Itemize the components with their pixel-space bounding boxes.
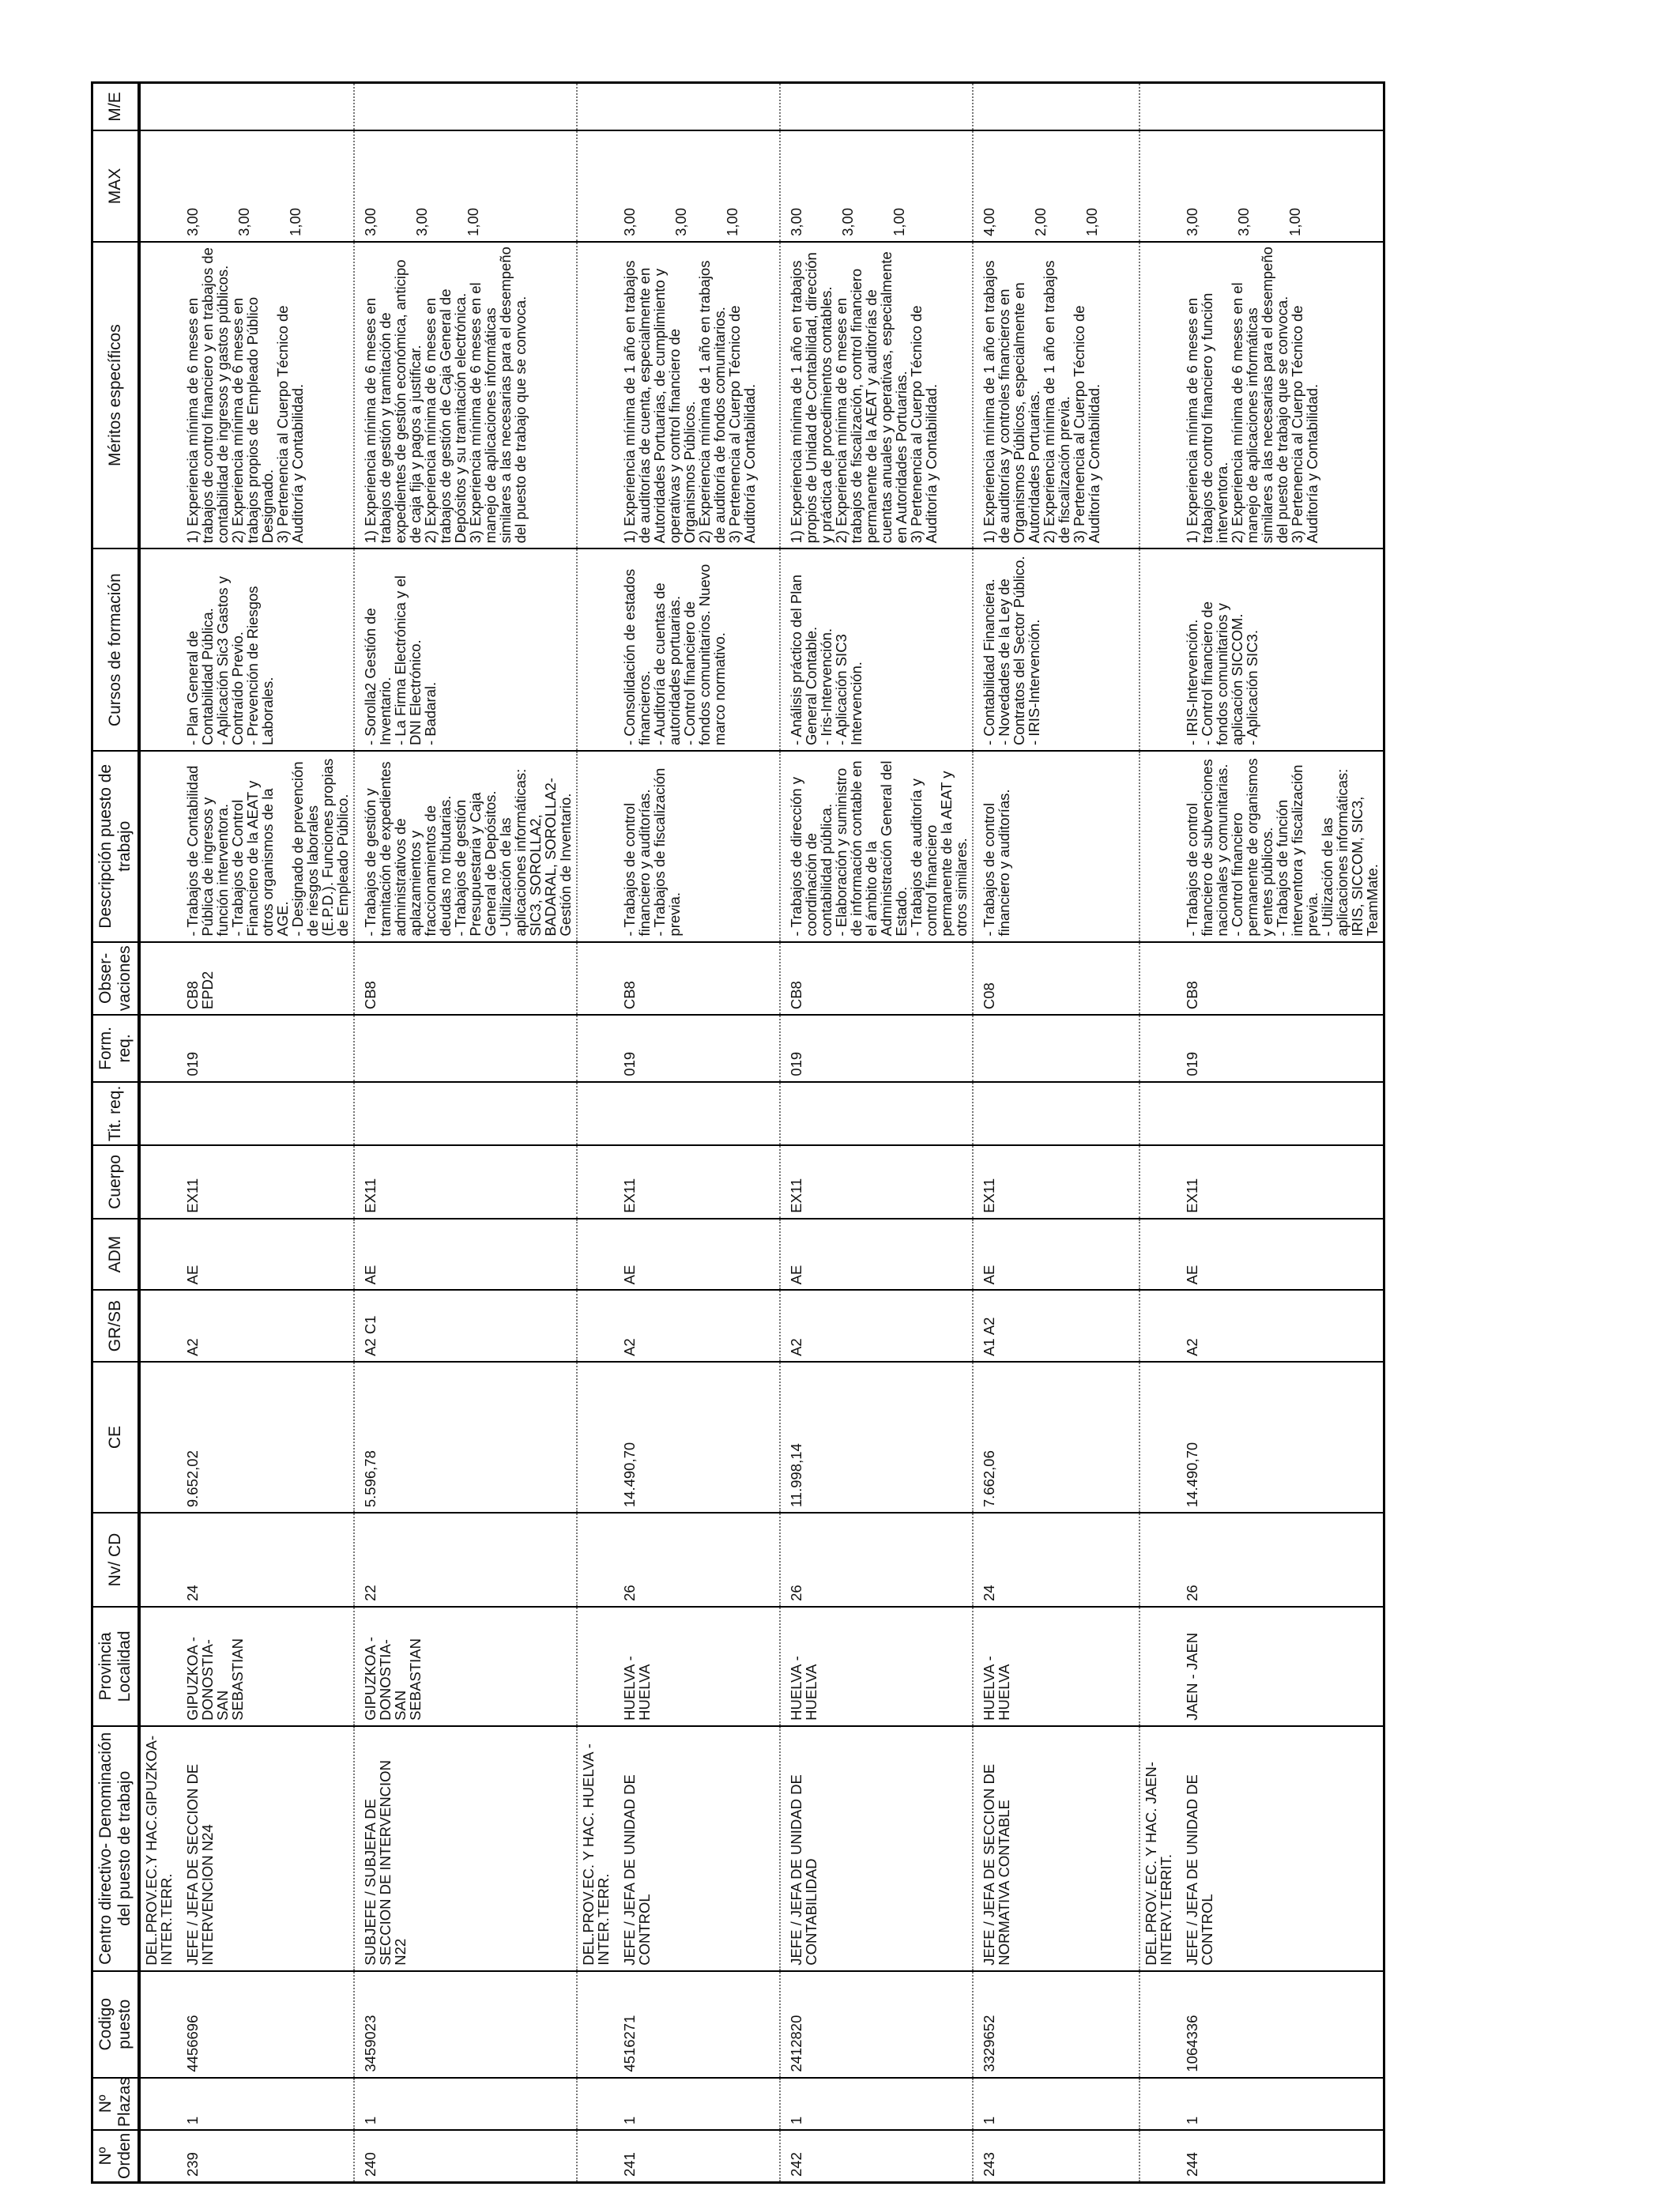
empty-cell: [577, 1362, 614, 1513]
max-value: 3,00: [672, 207, 689, 236]
max-value: 3,00: [788, 207, 804, 236]
cursos-line: - Aplicación SIC3 Intervención.: [833, 634, 864, 746]
cell-adm: AE: [354, 1219, 577, 1291]
cell-orden: 242: [780, 2130, 973, 2182]
empty-cell: [1139, 1971, 1177, 2078]
directive-row: [139, 83, 177, 2183]
cursos-line: - Badaral.: [422, 681, 439, 746]
meritos-line: 3) Pertenencia al Cuerpo Técnico de Auditoría y Contabilidad.: [908, 305, 940, 544]
header-form: Form. req.: [92, 1015, 140, 1082]
centro-directivo: DEL.PROV.EC. Y HAC. HUELVA - INTER.TERR.: [577, 1726, 614, 1971]
cell-me: [780, 83, 973, 131]
cell-obs: CB8: [780, 942, 973, 1016]
meritos-line: 3) Pertenencia al Cuerpo Técnico de Auditoría y Contabilidad.: [1071, 305, 1102, 544]
empty-cell: [139, 1015, 177, 1082]
cell-descripcion: [973, 751, 1139, 942]
cell-ce: 7.662,06: [973, 1362, 1139, 1513]
cell-provincia: HUELVA - HUELVA: [973, 1607, 1139, 1726]
meritos-line: 1) Experiencia mínima de 1 año en trabajos de auditorías y controles financieros en Organismos Públicos, especialmente en Autoridades Portuarias.: [981, 260, 1042, 544]
cursos-line: - Aplicación SIC3.: [1244, 630, 1260, 746]
max-value: 3,00: [362, 207, 379, 236]
cell-cursos: [973, 548, 1139, 751]
cell-form: 019: [1177, 1015, 1384, 1082]
cell-puesto: SUBJEFE / SUBJEFA DE SECCION DE INTERVENCION N22: [354, 1726, 577, 1971]
empty-cell: [139, 2130, 177, 2182]
max-value: 1,00: [287, 207, 303, 236]
meritos-line: 1) Experiencia mínima de 1 año en trabajos propios de Unidad de Contabilidad, dirección y práctica de procedimientos contables.: [788, 252, 834, 544]
empty-cell: [1139, 751, 1177, 942]
cell-codigo: 3329652: [973, 1971, 1139, 2078]
cell-puesto: JEFE / JEFA DE SECCION DE INTERVENCION N24: [177, 1726, 354, 1971]
header-centro: Centro directivo- Denominación del puesto de trabajo: [92, 1726, 140, 1971]
meritos-line: 2) Experiencia mínima de 6 meses en trabajos de fiscalización, control financiero permanente de la AEAT y auditorías de cuentas anuales y operativas, especialmente en Autoridades Portuarias.: [833, 251, 910, 544]
table-row: [177, 83, 354, 2183]
cell-provincia: JAEN - JAEN: [1177, 1607, 1384, 1726]
meritos-line: 1) Experiencia mínima de 6 meses en trabajos de gestión y tramitación de expedientes de gestión económica, anticipo de caja fija y pagos a justificar.: [362, 259, 424, 544]
cell-obs: CB8: [614, 942, 780, 1016]
cursos-line: - La Firma Electrónica y el DNI Electrónico.: [392, 575, 424, 746]
cell-meritos: [973, 242, 1139, 548]
descripcion-line: - Elaboración y suministro de información contable en el ámbito de la Administración General del Estado.: [833, 760, 910, 937]
cell-codigo: 2412820: [780, 1971, 973, 2078]
header-obs: Obser- vaciones: [92, 942, 140, 1016]
cell-meritos: [780, 242, 973, 548]
header-cursos: Cursos de formación: [92, 548, 140, 751]
empty-cell: [1139, 1362, 1177, 1513]
cell-codigo: 3459023: [354, 1971, 577, 2078]
header-codigo: Codigo puesto: [92, 1971, 140, 2078]
cell-cursos: [780, 548, 973, 751]
cell-me: [177, 83, 354, 131]
header-cuerpo: Cuerpo: [92, 1145, 140, 1219]
max-value: 3,00: [235, 207, 252, 236]
cell-me: [1177, 83, 1384, 131]
cell-cuerpo: EX11: [354, 1145, 577, 1219]
cell-me: [973, 83, 1139, 131]
cell-descripcion: [1177, 751, 1384, 942]
directive-row: [577, 83, 614, 2183]
empty-cell: [577, 1015, 614, 1082]
cell-puesto: JEFE / JEFA DE UNIDAD DE CONTABILIDAD: [780, 1726, 973, 1971]
cell-max: [1177, 130, 1384, 242]
cursos-line: - Aplicación Sic3 Gastos y Contraído Previo.: [214, 576, 246, 746]
cell-descripcion: [614, 751, 780, 942]
cell-cuerpo: EX11: [780, 1145, 973, 1219]
cell-meritos: [614, 242, 780, 548]
cell-grsb: A2: [177, 1290, 354, 1362]
cell-orden: 240: [354, 2130, 577, 2182]
table-row: [354, 83, 577, 2183]
table-body: [139, 83, 1384, 2183]
cell-ce: 14.490,70: [614, 1362, 780, 1513]
cell-provincia: HUELVA - HUELVA: [614, 1607, 780, 1726]
cell-tit: [973, 1082, 1139, 1146]
empty-cell: [1139, 83, 1177, 131]
max-value: 1,00: [891, 207, 907, 236]
cell-nvcd: 26: [1177, 1513, 1384, 1607]
meritos-line: 2) Experiencia mínima de 1 año en trabajos de auditoría de fondos comunitarios.: [696, 260, 728, 544]
empty-cell: [139, 1290, 177, 1362]
cell-nvcd: 22: [354, 1513, 577, 1607]
cell-grsb: A2: [614, 1290, 780, 1362]
cell-orden: 243: [973, 2130, 1139, 2182]
empty-cell: [577, 1971, 614, 2078]
descripcion-line: - Trabajos de Contabilidad Pública de ingresos y función interventora.: [184, 765, 231, 937]
cell-cursos: [177, 548, 354, 751]
cell-tit: [354, 1082, 577, 1146]
cell-form: 019: [780, 1015, 973, 1082]
cell-max: [973, 130, 1139, 242]
cell-codigo: 1064336: [1177, 1971, 1384, 2078]
max-value: 1,00: [465, 207, 481, 236]
descripcion-line: - Trabajos de fiscalización previa.: [651, 767, 683, 937]
empty-cell: [1139, 1145, 1177, 1219]
descripcion-line: - Trabajos de control financiero y auditorías.: [621, 789, 653, 937]
cell-nvcd: 24: [177, 1513, 354, 1607]
cell-grsb: A1 A2: [973, 1290, 1139, 1362]
cursos-line: - Control financiero de fondos comunitarios. Nuevo marco normativo.: [681, 564, 728, 746]
cell-cuerpo: EX11: [1177, 1145, 1384, 1219]
table-header-row: [92, 83, 140, 2183]
cell-descripcion: [780, 751, 973, 942]
header-plazas: Nº Plazas: [92, 2078, 140, 2130]
cell-descripcion: [354, 751, 577, 942]
cursos-line: - Novedades de la Ley de Contratos del Sector Público.: [996, 556, 1027, 746]
cell-plazas: 1: [177, 2078, 354, 2130]
cursos-line: - IRIS-Intervención.: [1184, 619, 1200, 746]
empty-cell: [577, 1290, 614, 1362]
cell-codigo: 4516271: [614, 1971, 780, 2078]
empty-cell: [1139, 1290, 1177, 1362]
descripcion-line: - Designado de prevención de riesgos laborales (E.P.D.). Funciones propias de Empleado Público.: [289, 758, 351, 937]
directive-row: [1139, 83, 1177, 2183]
cursos-line: - Control financiero de fondos comunitarios y aplicación SICCOM.: [1199, 601, 1245, 746]
meritos-line: 3) Pertenencia al Cuerpo Técnico de Auditoría y Contabilidad.: [726, 305, 758, 544]
max-value: 3,00: [413, 207, 430, 236]
empty-cell: [577, 130, 614, 242]
empty-cell: [1139, 242, 1177, 548]
cell-max: [177, 130, 354, 242]
cursos-line: - Análisis práctico del Plan General Contable.: [788, 575, 819, 746]
empty-cell: [577, 2130, 614, 2182]
cell-adm: AE: [177, 1219, 354, 1291]
cell-cuerpo: EX11: [177, 1145, 354, 1219]
cell-ce: 11.998,14: [780, 1362, 973, 1513]
cell-max: [354, 130, 577, 242]
descripcion-line: - Utilización de las aplicaciones informáticas: SIC3, SOROLLA2, BADARAL, SOROLLA2-Gestión de Inventario.: [497, 768, 574, 937]
empty-cell: [1139, 1015, 1177, 1082]
header-descripcion: Descripción puesto de trabajo: [92, 751, 140, 942]
cell-form: 019: [177, 1015, 354, 1082]
cell-max: [614, 130, 780, 242]
empty-cell: [577, 1082, 614, 1146]
header-meritos: Méritos específicos: [92, 242, 140, 548]
empty-cell: [577, 242, 614, 548]
cell-form: [354, 1015, 577, 1082]
cell-nvcd: 26: [780, 1513, 973, 1607]
meritos-line: 2) Experiencia mínima de 6 meses en trabajos propios de Empleado Público Designado.: [229, 296, 276, 544]
header-nvcd: Nv/ CD: [92, 1513, 140, 1607]
table-row: [614, 83, 780, 2183]
meritos-line: 3) Pertenencia al Cuerpo Técnico de Auditoría y Contabilidad.: [274, 305, 306, 544]
cell-cursos: [354, 548, 577, 751]
cell-orden: 239: [177, 2130, 354, 2182]
cell-max: [780, 130, 973, 242]
empty-cell: [577, 942, 614, 1016]
cursos-line: - IRIS-Intervención.: [1026, 619, 1042, 746]
header-me: M/E: [92, 83, 140, 131]
empty-cell: [577, 1145, 614, 1219]
cell-tit: [614, 1082, 780, 1146]
empty-cell: [1139, 1219, 1177, 1291]
cell-provincia: GIPUZKOA - DONOSTIA-SAN SEBASTIAN: [177, 1607, 354, 1726]
empty-cell: [139, 1082, 177, 1146]
cell-me: [354, 83, 577, 131]
descripcion-line: - Trabajos de función interventora y fiscalización previa.: [1274, 764, 1320, 937]
cell-meritos: [354, 242, 577, 548]
max-value: 3,00: [839, 207, 856, 236]
meritos-line: 3) Experiencia mínima de 6 meses en el manejo de aplicaciones informáticas similares a las necesarias para el desempeño del puesto de trabajo que se convoca.: [467, 247, 529, 544]
max-value: 1,00: [724, 207, 740, 236]
descripcion-line: - Trabajos de gestión Presupuestaria y Caja General de Depósitos.: [452, 790, 499, 937]
cell-cuerpo: EX11: [973, 1145, 1139, 1219]
max-value: 1,00: [1083, 207, 1100, 236]
cell-provincia: HUELVA - HUELVA: [780, 1607, 973, 1726]
header-max: MAX: [92, 130, 140, 242]
max-value: 2,00: [1032, 207, 1049, 236]
centro-directivo: DEL.PROV. EC. Y HAC. JAEN-INTERV.TERRIT.: [1139, 1726, 1177, 1971]
cell-obs: C08: [973, 942, 1139, 1016]
cell-obs: CB8: [1177, 942, 1384, 1016]
empty-cell: [139, 83, 177, 131]
descripcion-line: - Trabajos de dirección y coordinación de contabilidad pública.: [788, 777, 834, 937]
empty-cell: [139, 1513, 177, 1607]
cell-me: [614, 83, 780, 131]
cursos-line: - Plan General de Contabilidad Pública.: [184, 608, 216, 746]
cursos-line: - Sorolla2 Gestión de Inventario.: [362, 608, 394, 746]
cell-plazas: 1: [1177, 2078, 1384, 2130]
cursos-line: - Consolidación de estados financieros.: [621, 568, 653, 746]
cell-plazas: 1: [780, 2078, 973, 2130]
header-provincia: Provincia Localidad: [92, 1607, 140, 1726]
descripcion-line: - Trabajos de auditoría y control financiero permanente de la AEAT y otros similares.: [908, 771, 970, 937]
cell-grsb: A2: [780, 1290, 973, 1362]
empty-cell: [577, 2078, 614, 2130]
cell-adm: AE: [1177, 1219, 1384, 1291]
descripcion-line: - Trabajos de control financiero de subvenciones nacionales y comunitarias.: [1184, 759, 1230, 937]
header-grsb: GR/SB: [92, 1290, 140, 1362]
cell-meritos: [1177, 242, 1384, 548]
cell-puesto: JEFE / JEFA DE UNIDAD DE CONTROL: [1177, 1726, 1384, 1971]
cell-adm: AE: [780, 1219, 973, 1291]
cell-tit: [177, 1082, 354, 1146]
cell-orden: 241: [614, 2130, 780, 2182]
empty-cell: [139, 242, 177, 548]
max-value: 3,00: [621, 207, 638, 236]
cell-obs: CB8 EPD2: [177, 942, 354, 1016]
cell-adm: AE: [973, 1219, 1139, 1291]
cell-tit: [1177, 1082, 1384, 1146]
empty-cell: [577, 548, 614, 751]
meritos-line: 1) Experiencia mínima de 1 año en trabajos de auditorías de cuenta, especialmente en Autoridades Portuarias, de cumplimiento y operativas y control financiero de Organismos Públicos.: [621, 260, 698, 544]
table-row: [973, 83, 1139, 2183]
empty-cell: [139, 1145, 177, 1219]
cell-ce: 14.490,70: [1177, 1362, 1384, 1513]
cell-plazas: 1: [973, 2078, 1139, 2130]
cell-obs: CB8: [354, 942, 577, 1016]
empty-cell: [1139, 2130, 1177, 2182]
cell-form: 019: [614, 1015, 780, 1082]
empty-cell: [1139, 1082, 1177, 1146]
empty-cell: [577, 751, 614, 942]
header-orden: Nº Orden: [92, 2130, 140, 2182]
cell-form: [973, 1015, 1139, 1082]
cell-cursos: [614, 548, 780, 751]
max-value: 1,00: [1286, 207, 1303, 236]
max-value: 4,00: [981, 207, 997, 236]
empty-cell: [577, 1219, 614, 1291]
cell-plazas: 1: [354, 2078, 577, 2130]
cell-orden: 244: [1177, 2130, 1384, 2182]
cell-codigo: 4456696: [177, 1971, 354, 2078]
cursos-line: - Auditoría de cuentas de autoridades portuarias.: [651, 582, 683, 746]
empty-cell: [139, 130, 177, 242]
empty-cell: [577, 1513, 614, 1607]
cell-puesto: JEFE / JEFA DE SECCION DE NORMATIVA CONTABLE: [973, 1726, 1139, 1971]
cell-nvcd: 24: [973, 1513, 1139, 1607]
meritos-line: 1) Experiencia mínima de 6 meses en trabajos de control financiero y función interventora.: [1184, 292, 1230, 544]
cell-tit: [780, 1082, 973, 1146]
empty-cell: [139, 942, 177, 1016]
meritos-line: 2) Experiencia mínima de 6 meses en trabajos de gestión de Caja General de Depósitos y su tramitación electrónica.: [422, 288, 469, 544]
descripcion-line: - Control financiero permanente de organismos y entes públicos.: [1229, 758, 1275, 937]
descripcion-line: - Trabajos de control financiero y auditorías.: [981, 789, 1012, 937]
cell-plazas: 1: [614, 2078, 780, 2130]
descripcion-line: - Utilización de las aplicaciones informáticas: IRIS, SICCOM, SIC3, TeamMate.: [1319, 768, 1381, 937]
max-value: 3,00: [1235, 207, 1252, 236]
cell-provincia: GIPUZKOA - DONOSTIA-SAN SEBASTIAN: [354, 1607, 577, 1726]
cell-descripcion: [177, 751, 354, 942]
empty-cell: [577, 1607, 614, 1726]
cell-grsb: A2 C1: [354, 1290, 577, 1362]
header-adm: ADM: [92, 1219, 140, 1291]
job-positions-table: [91, 81, 1385, 2184]
empty-cell: [139, 548, 177, 751]
empty-cell: [139, 1607, 177, 1726]
meritos-line: 3) Pertenencia al Cuerpo Técnico de Auditoría y Contabilidad.: [1289, 305, 1320, 544]
max-value: 3,00: [1184, 207, 1200, 236]
max-value: 3,00: [184, 207, 201, 236]
empty-cell: [1139, 130, 1177, 242]
cursos-line: - Iris-Intervención.: [818, 628, 834, 746]
cell-ce: 5.596,78: [354, 1362, 577, 1513]
cell-meritos: [177, 242, 354, 548]
empty-cell: [139, 1219, 177, 1291]
descripcion-line: - Trabajos de Control Financiero de la AEAT y otros organismos de la AGE.: [229, 780, 291, 937]
cell-nvcd: 26: [614, 1513, 780, 1607]
table-row: [780, 83, 973, 2183]
cursos-line: - Prevención de Riesgos Laborales.: [244, 586, 276, 746]
empty-cell: [1139, 1607, 1177, 1726]
cell-cursos: [1177, 548, 1384, 751]
centro-directivo: DEL.PROV.EC.Y HAC.GIPUZKOA-INTER.TERR.: [139, 1726, 177, 1971]
meritos-line: 2) Experiencia mínima de 1 año en trabajos de fiscalización previa.: [1041, 260, 1072, 544]
cursos-line: - Contabilidad Financiera.: [981, 579, 997, 746]
cell-grsb: A2: [1177, 1290, 1384, 1362]
meritos-line: 1) Experiencia mínima de 6 meses en trabajos de control financiero y en trabajos de contabilidad de ingresos y gastos públicos.: [184, 247, 231, 544]
cell-adm: AE: [614, 1219, 780, 1291]
meritos-line: 2) Experiencia mínima de 6 meses en el manejo de aplicaciones informáticas similares a las necesarias para el desempeño del puesto de trabajo que se convoca.: [1229, 247, 1290, 544]
cell-puesto: JEFE / JEFA DE UNIDAD DE CONTROL: [614, 1726, 780, 1971]
table-row: [1177, 83, 1384, 2183]
empty-cell: [139, 751, 177, 942]
empty-cell: [1139, 1513, 1177, 1607]
empty-cell: [577, 83, 614, 131]
header-ce: CE: [92, 1362, 140, 1513]
empty-cell: [1139, 2078, 1177, 2130]
rotated-document-page: [91, 81, 1387, 2184]
empty-cell: [1139, 548, 1177, 751]
empty-cell: [1139, 942, 1177, 1016]
empty-cell: [139, 1362, 177, 1513]
descripcion-line: - Trabajos de gestión y tramitación de expedientes administrativos de aplazamientos y fraccionamientos de deudas no tributarias.: [362, 761, 454, 937]
cell-cuerpo: EX11: [614, 1145, 780, 1219]
empty-cell: [139, 1971, 177, 2078]
empty-cell: [139, 2078, 177, 2130]
cell-ce: 9.652,02: [177, 1362, 354, 1513]
header-tit: Tit. req.: [92, 1082, 140, 1146]
